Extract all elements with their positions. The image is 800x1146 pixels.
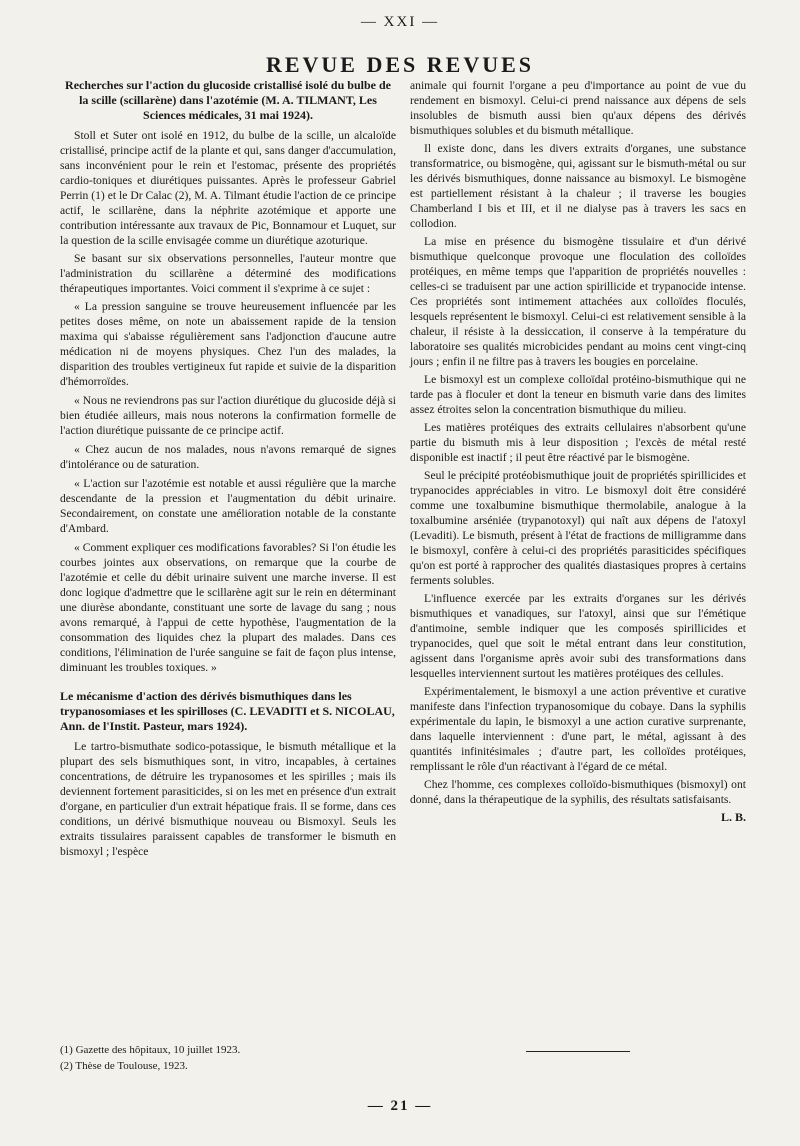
footnotes <box>60 1042 400 1074</box>
article-2-source: (C. LEVADITI et S. NICOLAU, Ann. de l'Instit. Pasteur, mars 1924). <box>60 704 395 733</box>
quote-paragraph: « Comment expliquer ces modifications favorables? Si l'on étudie les courbes jointes aux observations, on remarque que la courbe de l'azotémie et celle du débit urinaire suivent une marche inverse. Il est donc logique d'admettre que le scillarène agit sur le rein en déterminant une diurèse abondante, constituant une sorte de lavage du sang ; nous avons remarqué, à l'appui de cette hypothèse, l'augmentation de la consommation des liquides chez la plupart des malades. Dans ces conditions, l'élimination de l'urée sanguine se fait de façon plus intense, diminuant les troubles toxiques. » <box>60 541 396 674</box>
paragraph: Stoll et Suter ont isolé en 1912, du bulbe de la scille, un alcaloïde cristallisé, principe actif de la plante et qui, sans danger d'accumulation, sans inconvénient pour le rein et l'estomac, présente des propriétés cardio-toniques et diurétiques puissantes. Après le professeur Gabriel Perrin (1) et le Dr Calac (2), M. A. Tilmant étudie l'action de ce principe actif, le scillarène, dans la néphrite azotémique et apporte une contribution intéressante aux travaux de Pic, Bonnamour et Luquet, sur la question de la scille envisagée comme un diurétique azoturique. <box>60 129 396 247</box>
paragraph: L'influence exercée par les extraits d'organes sur les dérivés bismuthiques et vanadiques, sur l'atoxyl, ainsi que sur l'émétique d'antimoine, semble indiquer que les composés spirillicides et trypanocides, quel que soit le métal entrant dans leur constitution, agissent dans l'organisme après avoir subi des transformations dans lesquelles interviennent surtout les matières protéiques des cellules. <box>410 592 746 680</box>
article-2-heading: Le mécanisme d'action des dérivés bismuthiques dans les trypanosomiases et les spirilloses <box>60 689 352 718</box>
quote-paragraph: « L'action sur l'azotémie est notable et aussi régulière que la marche descendante de la pression et l'augmentation du débit urinaire. Secondairement, on constate une amélioration notable de la constante d'Ambard. <box>60 477 396 535</box>
paragraph: Les matières protéiques des extraits cellulaires n'absorbent qu'une partie du bismuth mis à leur disposition ; l'excès de métal resté disponible est inactif ; il peut être réactivé par le bismogène. <box>410 421 746 464</box>
quote-paragraph: « Nous ne reviendrons pas sur l'action diurétique du glucoside déjà si bien étudiée ailleurs, mais nous noterons la confirmation formelle de l'action diurétique puissante de ce principe actif. <box>60 394 396 437</box>
paragraph: Expérimentalement, le bismoxyl a une action préventive et curative manifeste dans l'infection trypanosomique du cobaye. Dans la syphilis expérimentale du lapin, le bismoxyl a une action curative surprenante, dans laquelle interviennent : d'une part, le métal, agissant à des quantités infinitésimales ; d'autre part, les colloïdes protéiques, remplissant le rôle d'un réactivant à l'égard de ce métal. <box>410 685 746 773</box>
paragraph: Le tartro-bismuthate sodico-potassique, le bismuth métallique et la plupart des sels bismuthiques sont, in vitro, incapables, à certaines concentrations, de détruire les trypanosomes et les spirilles ; mais ils deviennent fortement parasiticides, si on les met en présence d'un extrait d'organe, en particulier d'un extrait hépatique frais. Il se forme, dans ces conditions, un dérivé bismuthique nouveau ou Bismoxyl. Seuls les extraits tissulaires paraissent capables de transformer le bismuth en bismoxyl ; l'espèce <box>60 740 396 858</box>
paragraph: Se basant sur six observations personnelles, l'auteur montre que l'administration du scillarène a déterminé des modifications thérapeutiques importantes. Voici comment il s'exprime à ce sujet : <box>60 252 396 295</box>
right-column <box>410 78 746 825</box>
quote-paragraph: « Chez aucun de nos malades, nous n'avons remarqué de signes d'intolérance ou de saturation. <box>60 443 396 471</box>
quote-paragraph: « La pression sanguine se trouve heureusement influencée par les petites doses même, on note un abaissement rapide de la tension maxima qui s'abaisse régulièrement sans l'adjonction d'aucune autre médication ni de moyens physiques. Chez l'un des malades, la disparition des troubles vertigineux fut rapide et suivie de la disparition d'hémorroïdes. <box>60 300 396 388</box>
roman-folio: — XXI — <box>360 14 440 30</box>
footnote: (1) Gazette des hôpitaux, 10 juillet 1923. <box>60 1044 241 1056</box>
paragraph: Seul le précipité protéobismuthique jouit de propriétés spirillicides et trypanocides appréciables in vitro. Le bismoxyl doit être considéré comme une toxalbumine bismuthique thermolabile, analogue à la toxalbumine arséniée (trypanotoxyl) qui naît aux dépens de l'atoxyl (Levaditi). Le bismuth, présent à l'état de fractions de milligramme dans le bismoxyl, confère à celui-ci des propriétés parasiticides spécifiques qu'on est porté à rapprocher des qualités diastasiques propres à certains ferments solubles. <box>410 469 746 587</box>
article-1-source: (M. A. TILMANT, Les Sciences médicales, 31 mai 1924). <box>143 93 377 122</box>
page-number: — 21 — <box>367 1098 433 1114</box>
author-signature: L. B. <box>720 810 746 824</box>
paragraph: Il existe donc, dans les divers extraits d'organes, une substance transformatrice, ou bismogène, qui, agissant sur le bismuth-métal ou sur les dérivés bismuthiques, donne naissance au bismoxyl. Le bismogène est partiellement résistant à la chaleur ; il traverse les bougies Chamberland I bis et III, et il ne dialyse pas à travers les sacs en collodion. <box>410 142 746 230</box>
footnote: (2) Thèse de Toulouse, 1923. <box>60 1060 188 1072</box>
article-2-title <box>60 689 396 734</box>
left-column <box>60 78 396 862</box>
end-rule <box>526 1051 630 1052</box>
article-1-title <box>60 78 396 123</box>
paragraph: Le bismoxyl est un complexe colloïdal protéino-bismuthique qui ne tarde pas à floculer et dont la teneur en bismuth varie dans des limites assez étroites selon la concentration bismuthique du milieu. <box>410 373 746 416</box>
paragraph: animale qui fournit l'organe a peu d'importance au point de vue du rendement en bismoxyl. Celui-ci prend naissance aux dépens de sels insolubles de bismuth aussi bien qu'aux dépens des dérivés bismuthiques solubles et du bismuth métallique. <box>410 79 746 137</box>
journal-section-title: REVUE DES REVUES <box>265 52 535 77</box>
paragraph: La mise en présence du bismogène tissulaire et d'un dérivé bismuthique quelconque provoque une floculation des colloïdes protéiques, en même temps que l'apparition de propriétés nouvelles : celles-ci se traduisent par une action spirillicide et trypanocide intense. Ces propriétés sont intimement attachées aux colloïdes floculés, lesquels représentent le bismoxyl. Celui-ci est relativement sensible à la chaleur, il résiste à la dessiccation, il conserve à la température du laboratoire ses qualités microbicides pendant au moins cent vingt-cinq jours ; enfin il ne filtre pas à travers les bougies en porcelaine. <box>410 235 746 368</box>
paragraph: Chez l'homme, ces complexes colloïdo-bismuthiques (bismoxyl) ont donné, dans la thérapeutique de la syphilis, des résultats satisfaisants. <box>410 778 746 806</box>
article-1-heading: Recherches sur l'action du glucoside cristallisé isolé du bulbe de la scille (scillarène) dans l'azotémie <box>65 78 391 107</box>
